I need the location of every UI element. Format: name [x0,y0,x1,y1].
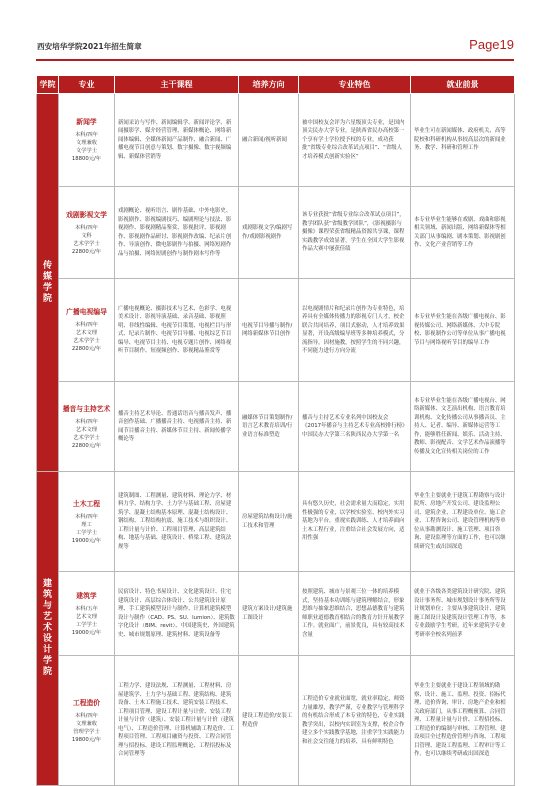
major-cell [59,187,115,279]
direction-cell: 戏剧影视文学/编剧写作/戏剧影视剧作 [239,187,299,279]
courses-cell: 民宿设计、特色书屋设计、文化建筑设计、住宅建筑设计、高层综合体设计、公共建筑设计原理、手工建筑模型设计与制作、计算机建筑模型设计与制作（CAD、PS、SU、lumion）、建筑数字化设计（BIM、revit）、中国建筑史、外国建筑史、城市规划原理、建筑材料、建筑设备等 [115,572,239,656]
table-row [37,279,515,382]
major-cell [59,572,115,656]
direction-cell: 融合新闻/视听新闻 [239,94,299,187]
feature-cell: 被中国校友会评为六星级顶尖专业，是国内顶尖民办大学专业，是陕西省民办高校第一个享有学士学位授予权的专业，成功获批“省级专业综合改革试点项目”、“省级人才培养模式创新实验区” [299,94,411,187]
header-title: 西安培华学院2021年招生简章 [37,42,142,51]
major-info: 本科/四年 艺术文理 艺术学学士 22800元/年 [71,418,102,449]
prospects-cell: 本专业毕业生能在各级广播电视台、影视传媒公司、网络新媒体、大中专院校、影视制作公司等单位从事广播电视节目与网络视听节目的编导工作 [411,279,515,382]
major-name: 戏剧影视文学 [66,210,107,219]
table-row [37,572,515,656]
header-rule [36,59,514,61]
direction-cell: 建设工程造价/安装工程造价 [239,656,299,786]
courses-cell: 广播电视概论、摄影技术与艺术、色彩学、电视美术设计、影视导演基础、录音基础、影视照明、非线性编辑、电视节目策划、电视栏目与形式、纪录片制作、电视节目导播、电视综艺节目编导、电视节目主持、电视专题片创作、网络视听节目制作、短视频创作、影视精品鉴赏等 [115,279,239,382]
table-row [37,187,515,279]
major-name: 播音与主持艺术 [62,404,111,413]
feature-cell: 工程造价专业就业面宽，就业率稳定，师资力量雄厚，教学严谨，专业教学与管理科学的有机结合形成了本专业的特色，专业实践教学突出，以校内实训室为支撑，校企合作建立多个实践教学基地，注重学生实践能力和社会交往能力的培养，具有鲜明特色 [299,656,411,786]
direction-cell: 电视节目导播与制作/网络新媒体节目创作 [239,279,299,382]
major-info: 本科/四年 艺术文理 艺术学学士 22800元/年 [71,322,102,352]
major-info: 本科/四年 理工 工学学士 19000元/年 [71,513,102,544]
table-row [37,656,515,786]
prospects-cell: 本专业毕业生能够在戏剧、戏曲和影视相关领域、新闻出版、网络新媒体等相关部门从事编剧、剧本策划、影视剧创作、文化产业营销等工作 [411,187,515,279]
feature-cell: 具有悠久历史，社会需求量大而稳定，实用性极强的专业，以学校实验室、校内外实习基地为平台，重视实践训练、人才培养面向土木工程行业，注重结合社会发展方向，适用性强 [299,472,411,572]
direction-cell: 房屋建筑结构设计/施工技术和管理 [239,472,299,572]
feature-cell: 按照建筑、城市与景观三位一体的培养模式，坚持基本功训练与建筑理解结合，形象思维与抽象思维结合，思想品德教育与建筑师职业道德教育相结合的教育方针开展教学工作。就业面广，前景优良，具有较高技术含量 [299,572,411,656]
direction-cell: 建筑方案设计/建筑施工图设计 [239,572,299,656]
major-info: 本科/四年 文理兼收 文学学士 18800元/年 [71,132,102,162]
major-info: 本科/五年 艺术文理 工学学士 19000元/年 [71,605,102,636]
column-header: 主干课程 [115,76,239,94]
prospects-cell: 毕业生主要就业于建设工程领域的勘察、设计、施工、监理、投资、招标代理、造价咨询、审计、房地产企业和相关政府部门，从事工程概预算、合同管理、工程量计量与计价、工程招投标、工程造价的编制与审核、工程管理、建设项目全过程造价管理与咨询、工程项目管理、建设工程监理、工程审计等工作，也可以继续考研或出国深造 [411,656,515,786]
prospects-cell: 本专业毕业生能在各级广播电视台、网络新媒体、文艺演出机构、语言教育培训机构、文化传播公司从事播音员、主持人、记者、编导、新媒体运营等工作，能够胜任新闻、娱乐、活动主持、教师、影视配音、文学艺术作品演播等传播及文化宣传相关岗位的工作 [411,382,515,472]
table-row [37,472,515,572]
prospects-cell: 就业于各级各类建筑设计研究院、建筑设计事务所、城市规划设计事务所等设计规划单位；主要从事建筑设计、建筑施工图设计及建筑设计管理工作等，本专业鼓励学生考研，近年来建筑学专业考研率全校名列前茅 [411,572,515,656]
major-cell [59,656,115,786]
major-cell [59,279,115,382]
page-number: Page19 [469,37,514,52]
column-header: 专业 [59,76,115,94]
major-cell [59,94,115,187]
table-row [37,382,515,472]
major-name: 工程造价 [72,698,101,707]
table-header-row [37,76,515,94]
column-header: 就业前景 [411,76,515,94]
college-cell: 建筑与艺术设计学院 [37,472,59,786]
college-cell: 传媒学院 [37,94,59,472]
prospects-cell: 毕业生可在新闻媒体、政府机关、高等院校和科研机构从事较高层次的新闻业务、教学、科研和管理工作 [411,94,515,187]
column-header: 专业特色 [299,76,411,94]
major-name: 新闻学 [76,118,97,126]
prospects-cell: 毕业生主要就业于建筑工程勘察与设计院所、房地产开发公司、建设监理公司、建筑企业、工程建设单位、施工企业、工程咨询公司、建设管理机构等单位从事勘测设计、施工管理、项目咨询、建设监理等方面的工作，也可以继续研究生或出国深造 [411,472,515,572]
courses-cell: 播音主持艺术导论、普通话语音与播音发声、播音创作基础、广播播音主持、电视播音主持、新闻节目播音主持、新媒体节目主持、新闻传播学概论等 [115,382,239,472]
major-name: 广播电视编导 [66,308,107,316]
feature-cell: 该专业获批“省级专业综合改革试点项目”，教学团队获“省级教学团队”，《影视摄影与摄像》课程荣获省级精品资源共享课，课程实践教学成效显著，学生在全国大学生影视作品大赛中屡获佳绩 [299,187,411,279]
admissions-table [36,75,515,786]
table-row [37,94,515,187]
courses-cell: 戏剧概论、视听语言、剧作基础、中外电影史、影视剧作、影视编剧技巧、编剧理论与技法、影视剧作、影视剧精品鉴赏、影视批评、影视剧作、影视剧作品研讨、影视剧作改编、纪录片创作、导演创作、微电影剧作与拍摄、网络短剧作品与拍摄、网络短剧创作与制作剧本写作等 [115,187,239,279]
major-cell [59,472,115,572]
major-info: 本科/四年 文理兼收 管理学学士 19800元/年 [71,712,102,743]
column-header: 培养方向 [239,76,299,94]
courses-cell: 建筑制图、工程测量、建筑材料、理论力学、材料力学、结构力学、土力学与基础工程、房屋建筑学、混凝土结构基本原理、混凝土结构设计、钢结构、工程结构抗震、施工技术与组织设计、工程计量与计价、工程项目管理、高层建筑结构、地基与基础、建筑设计、桥梁工程、建筑法规等 [115,472,239,572]
column-header: 学院 [37,76,59,94]
feature-cell: 播音与主持艺术专业名列中国校友会《2017年播音与主持艺术专业高校排行榜》中国民办大学第三名陕西民办大学第一名 [299,382,411,472]
major-cell [59,382,115,472]
major-info: 本科/四年 文科 艺术学学士 22800元/年 [71,224,102,255]
major-name: 土木工程 [72,499,101,508]
courses-cell: 工程力学、建设法规、工程测量、工程材料、房屋建筑学、土力学与基础工程、建筑结构、建筑设备、土木工程施工技术、建筑安装工程技术、工程项目管理、建设工程计量与计价、安装工程计量与计价（建筑）、安装工程计量与计价（建筑电气）、工程造价管理、计算机辅助工程造价、工程项目管理、工程项目融资与投资、工程合同管理与招投标、建设工程监理概论、工程招投标及合同管理等 [115,656,239,786]
courses-cell: 新闻采访与写作、新闻编辑学、新闻评论学、新闻摄影学、媒介经营管理、新媒体概论、网络新闻体编辑、全媒体新闻产品制作、融合新闻、广播电视节目创意与策划、数字摄像、数字视频编辑、新媒体营销等 [115,94,239,187]
feature-cell: 以电视剧情片和纪录片创作为专业特色，培养具有全媒体传播力的影视专门人才，校企联合共同培养，项目式驱动，人才培养效果显著，开设高级编导班等多种培养模式，分流指导，因材施教，按照学生的不同兴趣，不同能力进行方向分流 [299,279,411,382]
major-name: 建筑学 [76,591,97,600]
direction-cell: 融媒体节目策划制作/语言艺术教育培训/行业语言标准塑造 [239,382,299,472]
